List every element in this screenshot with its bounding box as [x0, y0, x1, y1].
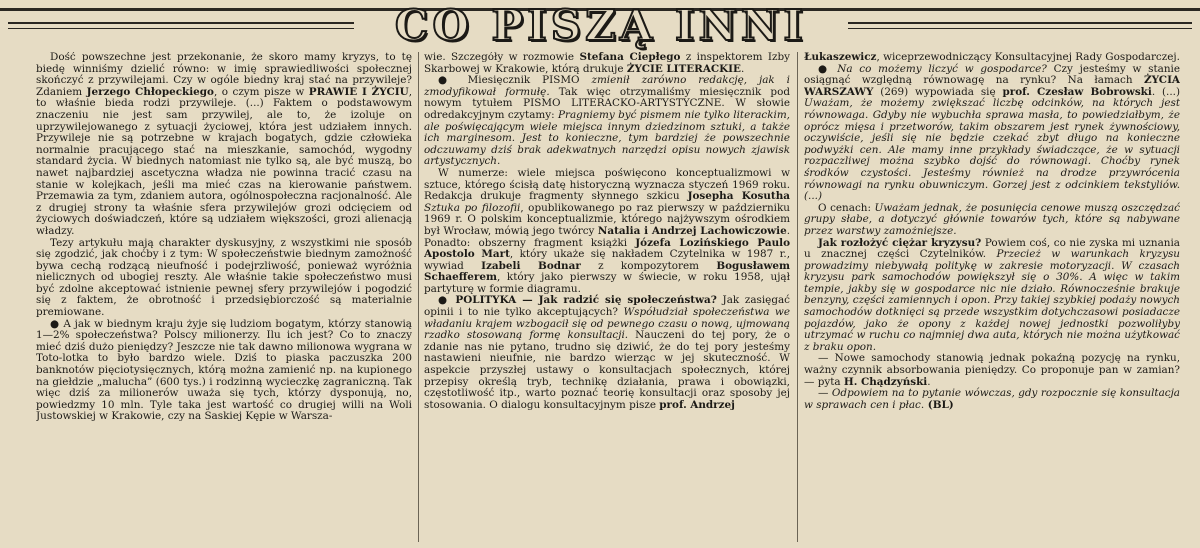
header-rule-left: [8, 22, 354, 24]
paragraph: ● Na co możemy liczyć w gospodarce? Czy jesteśmy w stanie osiągnąć względną równowagę na rynku? Na łamach ŻYCIA WARSZAWY (269) wypowiada się prof. Czesław Bobrowski. (...) Uważam, że możemy zwiększać liczbę odcinków, na których jest równowaga. Gdyby nie wybuchła sprawa masła, to powiedziałbym, że oprócz mięsa i przetworów, takim obszarem jest rynek żywnościowy, oczywiście, jeśli się nie będzie czekać zbyt długo na konieczne podwyżki cen. Ale mamy inne przykłady świadczące, że w sytuacji rozpaczliwej można szybko dojść do równowagi. Choćby rynek środków czystości. Jesteśmy również na drodze przywrócenia równowagi na rynku obuwniczym. Gorzej jest z odcinkiem tekstyliów. (...): [804, 62, 1180, 203]
paragraph: ● Miesięcznik PISMO zmienił zarówno redakcję, jak i zmodyfikował formułę. Tak więc otrzymaliśmy miesięcznik pod nowym tytułem PISMO LITERACKO-ARTYSTYCZNE. W słowie odredakcyjnym czytamy: Pragniemy być pismem nie tylko literackim, ale poświęcającym wiele miejsca innym dziedzinom sztuki, a także ich marginesom. Jest to konieczne, tym bardziej że powszechnie odczuwamy dziś brak adekwatnych narzędzi opisu nowych zjawisk artystycznych.: [424, 74, 790, 168]
column-divider: [797, 52, 798, 542]
paragraph: Tezy artykułu mają charakter dyskusyjny, z wszystkimi nie sposób się zgodzić, jak choćby i z tym: W społeczeństwie biednym zamożność bywa cechą rodzącą nieufność i podejrzliwość, ponieważ wyróżnia nielicznych od ubogiej reszty. Ale właśnie takie społeczeństwo musi być zdolne akceptować istnienie pewnej sfery przywilejów i pogodzić się z faktem, że obrotność i przedsiębiorczość są materialnie premiowane.: [36, 236, 412, 319]
paragraph: — Nowe samochody stanowią jednak pokaźną pozycję na rynku, ważny czynnik absorbowania pieniędzy. Co proponuje pan w zamian? — pyta H. Chądzyński.: [804, 352, 1180, 388]
paragraph: ● A jak w biednym kraju żyje się ludziom bogatym, którzy stanowią 1—2% społeczeństwa? Polscy milionerzy. Ilu ich jest? Co to znaczy mieć dziś dużo pieniędzy? Jeszcze nie tak dawno milionowa wygrana w Toto-lotka to było bardzo wiele. Dziś to piaska paczuszka 200 banknotów pięciotysięcznych, którą można zamienić np. na kupionego na giełdzie „malucha” (600 tys.) i rodzinną wycieczkę zagraniczną. Tak więc dziś za milionerów uważa się tych, którzy dysponują, no, powiedzmy 10 mln. Tyle taka jest wartość co drugiej willi na Woli Justowskiej w Krakowie, czy na Saskiej Kępie w Warsza-: [36, 317, 412, 423]
paragraph: O cenach: Uważam jednak, że posunięcia cenowe muszą oszczędzać grupy słabe, a dotyczyć głównie towarów tych, które są nabywane przez warstwy zamożniejsze.: [804, 201, 1180, 237]
paragraph: Łukaszewicz, wiceprzewodniczący Konsultacyjnej Rady Gospodarczej.: [804, 52, 1180, 63]
paragraph: wie. Szczegóły w rozmowie Stefana Ciepłego z inspektorem Izby Skarbowej w Krakowie, którą drukuje ŻYCIE LITERACKIE.: [424, 52, 790, 75]
column-2: [424, 52, 790, 542]
column-3: [804, 52, 1180, 542]
header-rule-right: [848, 22, 1192, 24]
paragraph: — Odpowiem na to pytanie wówczas, gdy rozpocznie się konsultacja w sprawach cen i płac. (BL): [804, 387, 1180, 411]
paragraph: W numerze: wiele miejsca poświęcono konceptualizmowi w sztuce, którego ścisłą datę historyczną wyznacza styczeń 1969 roku. Redakcja drukuje fragmenty słynnego szkicu Josepha Kosutha Sztuka po filozofii, opublikowanego po raz pierwszy w październiku 1969 r. O polskim konceptualizmie, którego najżywszym ośrodkiem był Wrocław, mówią jego twórcy Natalia i Andrzej Lachowiczowie. Ponadto: obszerny fragment książki Józefa Lozińskiego Paulo Apostolo Mart, który ukaże się nakładem Czytelnika w 1987 r., wywiad Izabeli Bodnar z kompozytorem Bogusławem Schaefferem, który jako pierwszy w świecie, w roku 1958, ujął partyturę w formie diagramu.: [424, 166, 790, 295]
column-1: [36, 52, 412, 542]
paragraph: Dość powszechne jest przekonanie, że skoro mamy kryzys, to tę biedę winniśmy dzielić równo: w imię sprawiedliwości społecznej skończyć z przywilejami. Czy w ogóle biedny kraj stać na przywileje? Zdaniem Jerzego Chłopeckiego, o czym pisze w PRAWIE I ŻYCIU, to właśnie bieda rodzi przywileje. (...) Faktem o podstawowym znaczeniu nie jest sam przywilej, ale to, że izoluje on uprzywilejowanego z sytuacji życiowej, która jest udziałem innych. Przywileje nie są potrzebne w krajach bogatych, gdzie człowieka normalnie pracującego stać na mieszkanie, samochód, wygodny standard życia. W biednych natomiast nie tylko są, ale być muszą, bo nawet najbardziej ascetyczna władza nie powinna tracić czasu na stanie w kolejkach, jeśli ma mieć czas na kierowanie państwem. Przemawia za tym, zdaniem autora, ogólnospołeczna racjonalność. Ale z drugiej strony ta właśnie sfera przywilejów grozi odcięciem od życiowych doświadczeń, które są udziałem większości, grozi alienacją władzy.: [36, 52, 412, 237]
paragraph: ● POLITYKA — Jak radzić się społeczeństwa? Jak zasięgać opinii i to nie tylko akceptujących? Współudział społeczeństwa we władaniu krajem wzbogacił się od pewnego czasu o nową, ujmowaną rzadko stosowaną formę konsultacji. Nauczeni do tej pory, że o zdanie nas nie pytano, trudno się dziwić, że do tej pory jesteśmy nastawieni nieufnie, nie bardzo wierząc w jej skuteczność. W aspekcie przyszłej ustawy o konsultacjach społecznych, której przepisy określą tryb, technikę działania, prawa i obowiązki, częstotliwość itp., warto poznać teorię konsultacji oraz sposoby jej stosowania. O dialogu konsultacyjnym pisze prof. Andrzej: [424, 294, 790, 411]
column-divider: [418, 52, 419, 542]
header-rule-left-thin: [8, 28, 354, 29]
section-title: CO PISZĄ INNI: [394, 1, 808, 50]
paragraph: Jak rozłożyć ciężar kryzysu? Powiem coś, co nie zyska mi uznania u znacznej części Czytelników. Przecież w warunkach kryzysu prowadzimy niebywałą politykę w zakresie motoryzacji. W czasach kryzysu park samochodów powiększył się o 30%. A więc w takim tempie, jakby się w gospodarce nic nie działo. Równocześnie brakuje benzyny, części zamiennych i opon. Przy takiej szybkiej podaży nowych samochodów dotknięci są przede wszystkim dotychczasowi posiadacze pojazdów, jako że opony z każdej nowej jednostki pozwoliłyby utrzymać w ruchu co najmniej dwa auta, których nie można użytkować z braku opon.: [804, 236, 1180, 353]
header-rule-right-thin: [848, 28, 1192, 29]
